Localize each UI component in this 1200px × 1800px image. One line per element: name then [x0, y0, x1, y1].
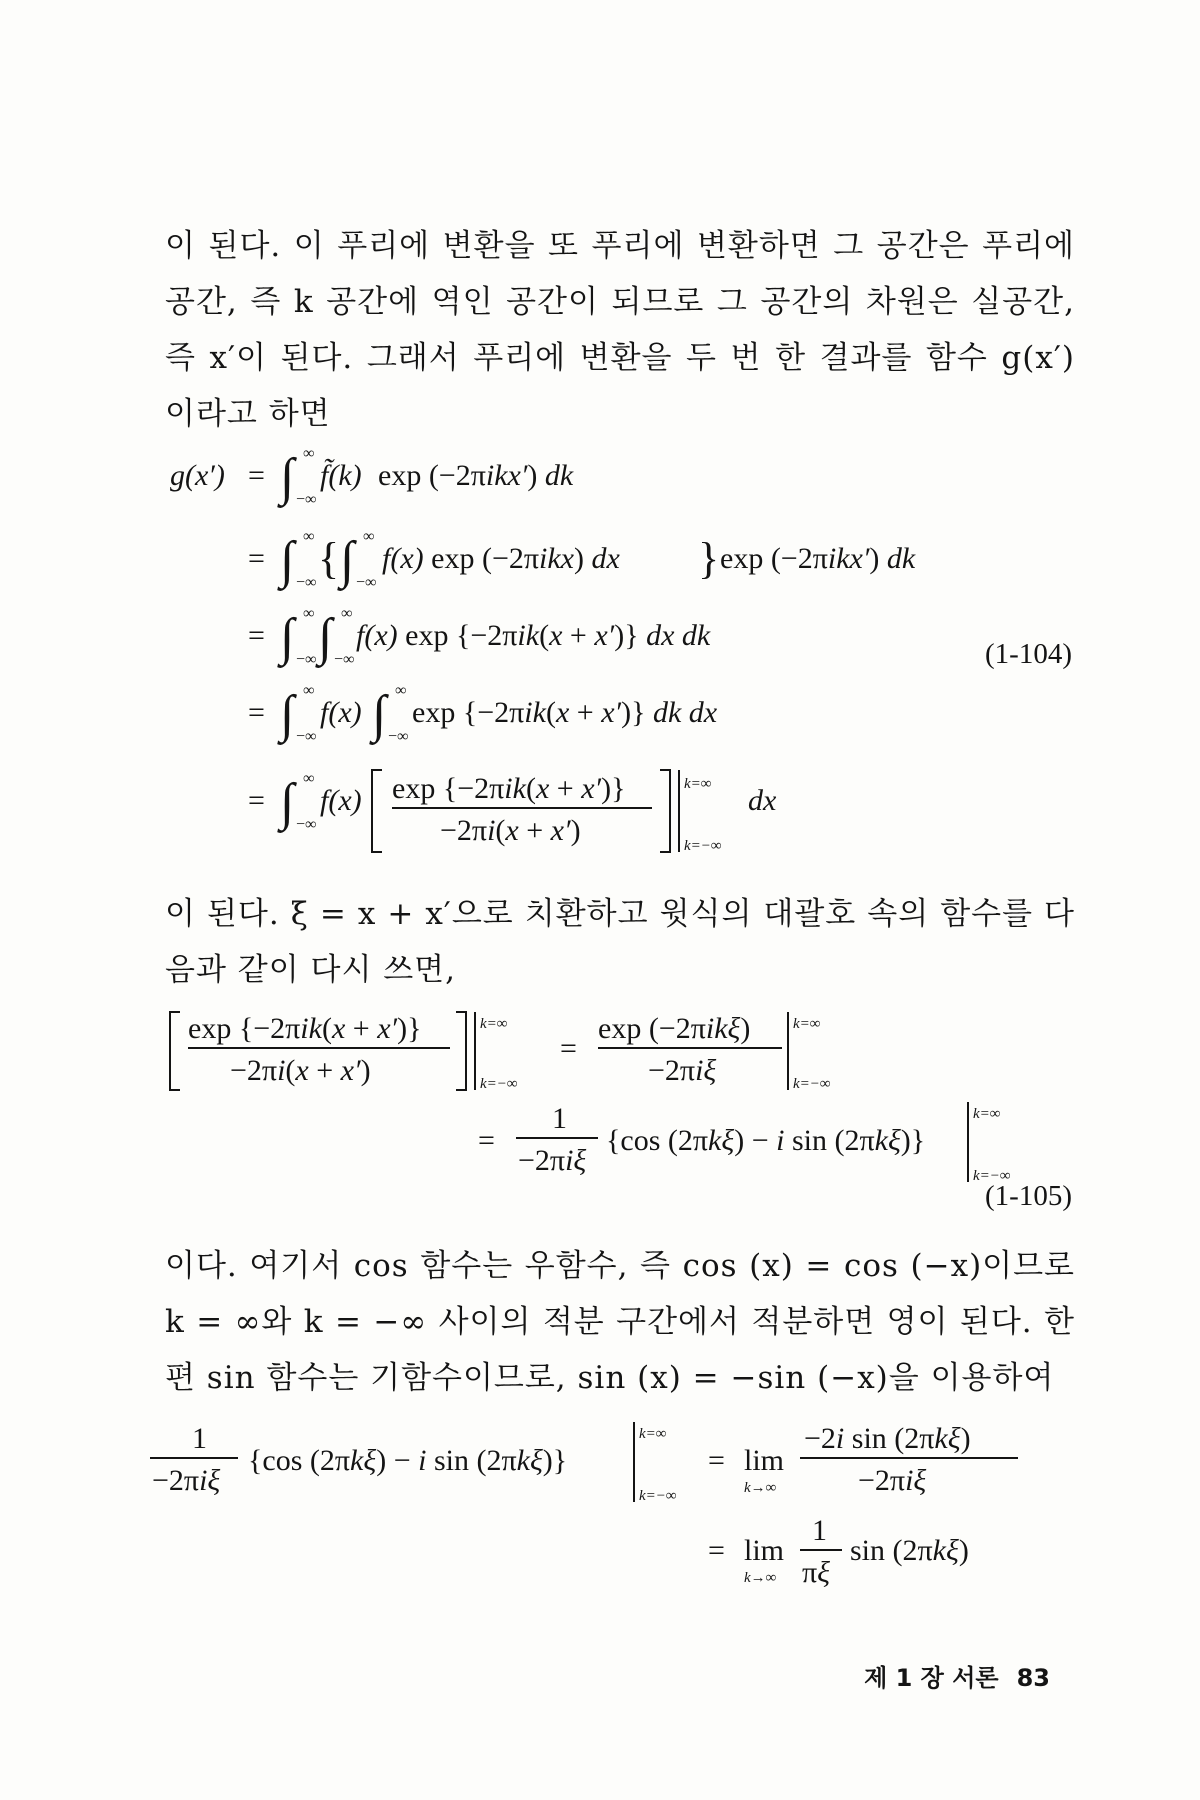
equation-1-104-graphic: [160, 440, 1040, 860]
svg-text:−∞: −∞: [388, 728, 409, 745]
svg-text:=: =: [478, 1124, 495, 1157]
svg-text:k=∞: k=∞: [793, 1016, 821, 1032]
svg-text:lim: lim: [744, 1444, 785, 1477]
svg-text:∫: ∫: [280, 686, 295, 743]
svg-text:f(x) exp {−2πik(x + x′)} dx dk: f(x) exp {−2πik(x + x′)} dx dk: [356, 619, 711, 652]
svg-text:{cos (2πkξ) − i sin (2πkξ)}: {cos (2πkξ) − i sin (2πkξ)}: [248, 1444, 568, 1477]
equation-number-1-104: (1-104): [985, 638, 1072, 670]
svg-text:πξ: πξ: [802, 1556, 831, 1589]
svg-text:f(x): f(x): [320, 784, 362, 817]
svg-text:−2πiξ: −2πiξ: [858, 1464, 927, 1497]
svg-text:−∞: −∞: [356, 574, 377, 591]
page-footer: [864, 1658, 1050, 1693]
svg-text:∞: ∞: [395, 682, 407, 699]
svg-text:∫: ∫: [372, 686, 387, 743]
svg-text:{cos (2πkξ) − i sin (2πkξ)}: {cos (2πkξ) − i sin (2πkξ)}: [606, 1124, 926, 1157]
svg-text:−∞: −∞: [296, 816, 317, 833]
svg-text:∫: ∫: [280, 449, 295, 506]
svg-text:1: 1: [812, 1514, 827, 1547]
svg-text:∫: ∫: [340, 532, 355, 589]
svg-text:g(x′): g(x′): [170, 459, 225, 492]
svg-text:=: =: [248, 542, 265, 575]
svg-text:∫: ∫: [318, 609, 333, 666]
svg-text:exp {−2πik(x + x′)} dk dx: exp {−2πik(x + x′)} dk dx: [412, 696, 718, 729]
svg-text:−2πiξ: −2πiξ: [152, 1464, 221, 1497]
svg-text:k=∞: k=∞: [973, 1106, 1001, 1122]
svg-text:{: {: [318, 534, 340, 583]
equation-limit: [140, 1410, 1070, 1590]
svg-text:−2πi(x + x′): −2πi(x + x′): [230, 1054, 371, 1087]
page-number: 83: [1016, 1664, 1050, 1692]
svg-text:=: =: [248, 784, 265, 817]
svg-text:=: =: [708, 1444, 725, 1477]
svg-text:lim: lim: [744, 1534, 785, 1567]
svg-text:k=∞: k=∞: [480, 1016, 508, 1032]
svg-text:−∞: −∞: [296, 728, 317, 745]
svg-text:dx: dx: [748, 784, 777, 817]
svg-text:∫: ∫: [280, 532, 295, 589]
svg-text:∞: ∞: [341, 605, 353, 622]
svg-text:=: =: [560, 1032, 577, 1065]
svg-text:−2πiξ: −2πiξ: [648, 1054, 717, 1087]
svg-text:exp (−2πikx′) dk: exp (−2πikx′) dk: [378, 459, 574, 492]
chapter-label: 제 1 장 서론: [864, 1664, 999, 1692]
equation-number-1-105: (1-105): [985, 1180, 1072, 1212]
svg-text:exp (−2πikx′) dk: exp (−2πikx′) dk: [720, 542, 916, 575]
svg-text:=: =: [248, 696, 265, 729]
svg-text:k→∞: k→∞: [744, 1480, 777, 1496]
svg-text:}: }: [698, 534, 720, 583]
svg-text:k=−∞: k=−∞: [639, 1488, 677, 1504]
svg-text:−2πi(x + x′): −2πi(x + x′): [440, 814, 581, 847]
svg-text:∫: ∫: [280, 609, 295, 666]
svg-text:∞: ∞: [303, 605, 315, 622]
svg-text:f(x): f(x): [320, 696, 362, 729]
svg-text:=: =: [708, 1534, 725, 1567]
svg-text:k→∞: k→∞: [744, 1570, 777, 1586]
svg-text:f(x) exp (−2πikx) dx: f(x) exp (−2πikx) dx: [382, 542, 620, 575]
svg-text:exp {−2πik(x + x′)}: exp {−2πik(x + x′)}: [188, 1012, 422, 1045]
paragraph-parity: 이다. 여기서 cos 함수는 우함수, 즉 cos (x) = cos (−x)이므로 k = ∞와 k = −∞ 사이의 적분 구간에서 적분하면 영이 된다. 한편 sin 함수는 기함수이므로, sin (x) = −sin (−x)을 이용하여: [165, 1248, 1075, 1396]
svg-text:f̃(k): f̃(k): [320, 459, 362, 492]
svg-text:sin (2πkξ): sin (2πkξ): [850, 1534, 969, 1567]
svg-text:−∞: −∞: [296, 574, 317, 591]
svg-text:k=−∞: k=−∞: [684, 838, 722, 854]
svg-text:−∞: −∞: [296, 491, 317, 508]
equation-1-105-graphic: [160, 1000, 1080, 1190]
svg-text:−2i sin (2πkξ): −2i sin (2πkξ): [804, 1422, 971, 1455]
svg-text:∞: ∞: [363, 528, 375, 545]
paragraph-substitution: 이 된다. ξ = x + x′으로 치환하고 윗식의 대괄호 속의 함수를 다음과 같이 다시 쓰면,: [165, 896, 1075, 988]
svg-text:−∞: −∞: [296, 651, 317, 668]
svg-text:=: =: [248, 459, 265, 492]
svg-text:∞: ∞: [303, 770, 315, 787]
svg-text:1: 1: [192, 1422, 207, 1455]
svg-text:k=−∞: k=−∞: [973, 1168, 1011, 1184]
svg-text:∞: ∞: [303, 445, 315, 462]
svg-text:=: =: [248, 619, 265, 652]
svg-text:exp (−2πikξ): exp (−2πikξ): [598, 1012, 751, 1045]
paragraph-intro: 이 된다. 이 푸리에 변환을 또 푸리에 변환하면 그 공간은 푸리에 공간, 즉 k 공간에 역인 공간이 되므로 그 공간의 차원은 실공간, 즉 x′이 된다. 그래서 푸리에 변환을 두 번 한 결과를 함수 g(x′)이라고 하면: [165, 228, 1075, 432]
svg-text:k=∞: k=∞: [684, 776, 712, 792]
svg-text:∞: ∞: [303, 528, 315, 545]
svg-text:k=−∞: k=−∞: [480, 1076, 518, 1092]
svg-text:∞: ∞: [303, 682, 315, 699]
svg-text:exp {−2πik(x + x′)}: exp {−2πik(x + x′)}: [392, 772, 626, 805]
svg-text:k=−∞: k=−∞: [793, 1076, 831, 1092]
svg-text:k=∞: k=∞: [639, 1426, 667, 1442]
svg-text:−2πiξ: −2πiξ: [518, 1144, 587, 1177]
svg-text:1: 1: [552, 1102, 567, 1135]
svg-text:∫: ∫: [280, 774, 295, 831]
svg-text:−∞: −∞: [334, 651, 355, 668]
